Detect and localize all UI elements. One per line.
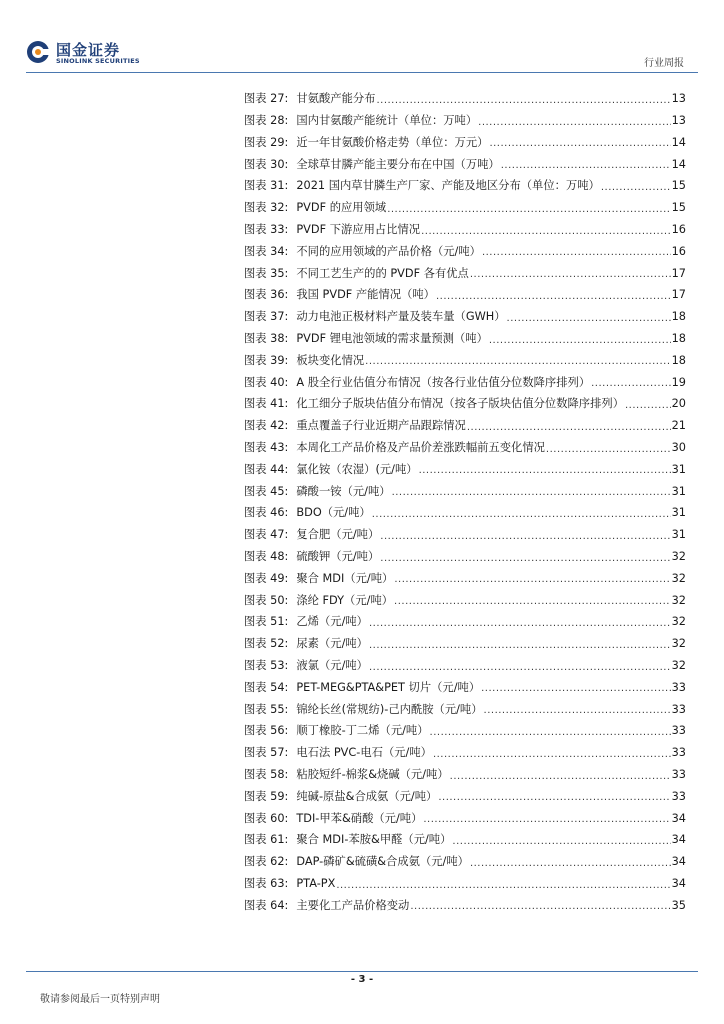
toc-entry-page: 32 bbox=[671, 549, 686, 563]
toc-entry-title: 甘氨酸产能分布 bbox=[296, 92, 376, 106]
toc-entry-title: TDI-甲苯&硝酸（元/吨） bbox=[296, 811, 423, 825]
toc-entry[interactable] bbox=[244, 262, 686, 284]
toc-entry-page: 17 bbox=[671, 266, 686, 280]
toc-entry-page: 33 bbox=[671, 702, 686, 716]
toc-entry-label: 图表 42: bbox=[244, 419, 289, 433]
toc-entry[interactable] bbox=[244, 132, 686, 154]
toc-entry-title: 锦纶长丝(常规纺)-己内酰胺（元/吨） bbox=[296, 702, 483, 716]
toc-entry[interactable] bbox=[244, 415, 686, 437]
toc-entry-label: 图表 43: bbox=[244, 441, 289, 454]
toc-entry-title: 化工细分子版块估值分布情况（按各子版块估值分位数降序排列） bbox=[296, 397, 624, 411]
logo-mark-icon bbox=[26, 40, 50, 64]
toc-entry-label: 图表 52: bbox=[244, 637, 289, 651]
toc-entry-title: 复合肥（元/吨） bbox=[296, 528, 380, 542]
toc-leader-dots bbox=[591, 377, 671, 389]
toc-entry-title: PVDF 的应用领域 bbox=[296, 201, 387, 215]
toc-leader-dots bbox=[433, 748, 671, 760]
toc-entry-label: 图表 38: bbox=[244, 332, 289, 346]
toc-leader-dots bbox=[470, 857, 671, 869]
toc-entry-title: BDO（元/吨） bbox=[296, 506, 371, 520]
toc-entry-label: 图表 44: bbox=[244, 462, 289, 476]
logo-english-name: SINOLINK SECURITIES bbox=[56, 57, 140, 65]
toc-entry-title: 液氯（元/吨） bbox=[296, 658, 368, 672]
toc-entry[interactable] bbox=[244, 459, 686, 481]
toc-entry-page: 30 bbox=[671, 441, 686, 454]
toc-entry-title: 纯碱-原盐&合成氨（元/吨） bbox=[296, 789, 438, 803]
toc-entry-label: 图表 50: bbox=[244, 593, 289, 607]
toc-entry-title: 板块变化情况 bbox=[296, 353, 365, 367]
toc-leader-dots bbox=[470, 268, 671, 280]
toc-leader-dots bbox=[387, 203, 670, 215]
toc-entry-title: PET-MEG&PTA&PET 切片（元/吨） bbox=[296, 680, 481, 694]
toc-entry-page: 34 bbox=[671, 876, 686, 890]
toc-entry-title: 硫酸钾（元/吨） bbox=[296, 549, 380, 563]
toc-leader-dots bbox=[394, 573, 670, 585]
toc-entry-title: PVDF 下游应用占比情况 bbox=[296, 223, 421, 237]
toc-entry-title: 涤纶 FDY（元/吨） bbox=[296, 593, 394, 607]
toc-entry-title: DAP-磷矿&硫磺&合成氨（元/吨） bbox=[296, 855, 469, 869]
toc-entry[interactable] bbox=[244, 153, 686, 175]
figure-index-list bbox=[244, 88, 686, 916]
toc-entry-page: 19 bbox=[671, 375, 686, 389]
page-header bbox=[0, 0, 724, 80]
toc-entry[interactable] bbox=[244, 829, 686, 851]
toc-leader-dots bbox=[546, 443, 671, 455]
toc-leader-dots bbox=[601, 181, 671, 193]
toc-entry[interactable] bbox=[244, 197, 686, 219]
toc-entry-label: 图表 53: bbox=[244, 658, 289, 672]
toc-entry[interactable] bbox=[244, 371, 686, 393]
toc-entry-page: 32 bbox=[671, 658, 686, 672]
toc-entry[interactable] bbox=[244, 110, 686, 132]
toc-leader-dots bbox=[484, 704, 671, 716]
toc-entry-page: 31 bbox=[671, 484, 686, 498]
toc-entry-title: 氯化铵（农湿）(元/吨） bbox=[296, 462, 418, 476]
toc-entry[interactable] bbox=[244, 175, 686, 197]
toc-entry-title: 不同工艺生产的的 PVDF 各有优点 bbox=[296, 266, 469, 280]
toc-entry-page: 13 bbox=[671, 92, 686, 106]
toc-leader-dots bbox=[392, 486, 671, 498]
header-divider bbox=[26, 72, 698, 73]
toc-leader-dots bbox=[430, 726, 671, 738]
toc-entry-label: 图表 33: bbox=[244, 223, 289, 237]
toc-entry[interactable] bbox=[244, 807, 686, 829]
toc-entry[interactable] bbox=[244, 437, 686, 459]
toc-entry-label: 图表 51: bbox=[244, 615, 289, 629]
toc-entry-page: 32 bbox=[671, 593, 686, 607]
toc-entry[interactable] bbox=[244, 764, 686, 786]
toc-entry-title: 主要化工产品价格变动 bbox=[296, 898, 410, 912]
toc-entry-page: 16 bbox=[671, 223, 686, 237]
toc-entry-page: 32 bbox=[671, 615, 686, 629]
toc-entry-title: 顺丁橡胶-丁二烯（元/吨） bbox=[296, 724, 429, 738]
toc-entry-page: 13 bbox=[671, 114, 686, 128]
toc-leader-dots bbox=[369, 617, 671, 629]
toc-leader-dots bbox=[625, 399, 671, 411]
toc-entry[interactable] bbox=[244, 786, 686, 808]
toc-entry[interactable] bbox=[244, 742, 686, 764]
toc-leader-dots bbox=[376, 94, 670, 106]
toc-entry-title: 聚合 MDI（元/吨） bbox=[296, 571, 394, 585]
toc-entry-page: 31 bbox=[671, 528, 686, 542]
toc-entry-label: 图表 55: bbox=[244, 702, 289, 716]
toc-entry-label: 图表 47: bbox=[244, 528, 289, 542]
toc-entry-label: 图表 28: bbox=[244, 114, 289, 128]
toc-entry-title: 本周化工产品价格及产品价差涨跌幅前五变化情况 bbox=[296, 441, 545, 454]
toc-entry[interactable] bbox=[244, 720, 686, 742]
toc-leader-dots bbox=[394, 595, 671, 607]
toc-entry[interactable] bbox=[244, 589, 686, 611]
toc-entry[interactable] bbox=[244, 502, 686, 524]
toc-entry-page: 33 bbox=[671, 789, 686, 803]
toc-leader-dots bbox=[450, 770, 671, 782]
toc-entry-page: 31 bbox=[671, 462, 686, 476]
toc-leader-dots bbox=[372, 508, 671, 520]
toc-entry[interactable] bbox=[244, 633, 686, 655]
toc-leader-dots bbox=[436, 290, 671, 302]
toc-entry-label: 图表 27: bbox=[244, 92, 289, 106]
toc-leader-dots bbox=[452, 835, 670, 847]
toc-entry-title: 不同的应用领域的产品价格（元/吨） bbox=[296, 244, 481, 258]
toc-entry-title: 全球草甘膦产能主要分布在中国（万吨） bbox=[296, 157, 500, 171]
toc-entry-page: 15 bbox=[671, 201, 686, 215]
toc-entry-page: 14 bbox=[671, 135, 686, 149]
toc-entry[interactable] bbox=[244, 568, 686, 590]
toc-entry[interactable] bbox=[244, 306, 686, 328]
toc-leader-dots bbox=[410, 900, 670, 912]
toc-leader-dots bbox=[489, 137, 670, 149]
toc-entry-title: 聚合 MDI-苯胺&甲醛（元/吨） bbox=[296, 833, 452, 847]
toc-entry-page: 14 bbox=[671, 157, 686, 171]
toc-entry-page: 18 bbox=[671, 332, 686, 346]
toc-entry[interactable] bbox=[244, 284, 686, 306]
footer-divider bbox=[26, 971, 698, 972]
toc-leader-dots bbox=[423, 813, 670, 825]
toc-entry-title: PVDF 锂电池领域的需求量预测（吨） bbox=[296, 332, 488, 346]
toc-entry-label: 图表 61: bbox=[244, 833, 289, 847]
toc-entry-page: 33 bbox=[671, 724, 686, 738]
toc-entry-label: 图表 57: bbox=[244, 746, 289, 760]
toc-entry-label: 图表 41: bbox=[244, 397, 289, 411]
toc-entry-label: 图表 29: bbox=[244, 135, 289, 149]
toc-entry-page: 33 bbox=[671, 767, 686, 781]
page-number: - 3 - bbox=[350, 974, 374, 985]
toc-entry-title: 重点覆盖子行业近期产品跟踪情况 bbox=[296, 419, 466, 433]
toc-leader-dots bbox=[489, 334, 671, 346]
toc-entry-title: 国内甘氨酸产能统计（单位：万吨） bbox=[296, 114, 478, 128]
toc-entry-label: 图表 40: bbox=[244, 375, 289, 389]
toc-entry-title: 近一年甘氨酸价格走势（单位：万元） bbox=[296, 135, 489, 149]
toc-entry-title: 磷酸一铵（元/吨） bbox=[296, 484, 391, 498]
toc-entry[interactable] bbox=[244, 873, 686, 895]
toc-entry-title: 动力电池正极材料产量及装车量（GWH） bbox=[296, 310, 506, 324]
toc-entry-label: 图表 35: bbox=[244, 266, 289, 280]
toc-entry-label: 图表 39: bbox=[244, 353, 289, 367]
toc-entry-label: 图表 60: bbox=[244, 811, 289, 825]
toc-entry[interactable] bbox=[244, 88, 686, 110]
toc-leader-dots bbox=[365, 355, 670, 367]
toc-entry-label: 图表 48: bbox=[244, 549, 289, 563]
toc-entry[interactable] bbox=[244, 611, 686, 633]
toc-entry-page: 34 bbox=[671, 833, 686, 847]
toc-entry-label: 图表 54: bbox=[244, 680, 289, 694]
toc-entry[interactable] bbox=[244, 677, 686, 699]
toc-entry-title: A 股全行业估值分布情况（按各行业估值分位数降序排列） bbox=[296, 375, 591, 389]
toc-entry-label: 图表 45: bbox=[244, 484, 289, 498]
toc-entry-page: 20 bbox=[671, 397, 686, 411]
toc-entry-page: 33 bbox=[671, 680, 686, 694]
toc-entry-label: 图表 36: bbox=[244, 288, 289, 302]
toc-entry-label: 图表 37: bbox=[244, 310, 289, 324]
toc-entry-label: 图表 62: bbox=[244, 855, 289, 869]
toc-entry[interactable] bbox=[244, 393, 686, 415]
toc-leader-dots bbox=[369, 661, 671, 673]
toc-entry-page: 34 bbox=[671, 855, 686, 869]
toc-leader-dots bbox=[507, 312, 671, 324]
toc-entry-page: 16 bbox=[671, 244, 686, 258]
toc-entry-label: 图表 64: bbox=[244, 898, 289, 912]
toc-entry-page: 33 bbox=[671, 746, 686, 760]
toc-entry-label: 图表 59: bbox=[244, 789, 289, 803]
toc-entry[interactable] bbox=[244, 480, 686, 502]
toc-entry-title: PTA-PX bbox=[296, 876, 336, 890]
toc-entry-title: 粘胶短纤-棉浆&烧碱（元/吨） bbox=[296, 767, 449, 781]
toc-entry-label: 图表 31: bbox=[244, 179, 289, 193]
toc-entry-page: 17 bbox=[671, 288, 686, 302]
toc-entry-label: 图表 30: bbox=[244, 157, 289, 171]
toc-leader-dots bbox=[481, 682, 671, 694]
toc-leader-dots bbox=[421, 225, 671, 237]
company-logo bbox=[26, 38, 146, 70]
toc-leader-dots bbox=[478, 116, 670, 128]
toc-entry[interactable] bbox=[244, 219, 686, 241]
toc-entry-label: 图表 34: bbox=[244, 244, 289, 258]
toc-entry-page: 31 bbox=[671, 506, 686, 520]
toc-leader-dots bbox=[467, 421, 671, 433]
toc-entry-label: 图表 58: bbox=[244, 767, 289, 781]
toc-entry-page: 35 bbox=[671, 898, 686, 912]
toc-entry-page: 15 bbox=[671, 179, 686, 193]
toc-entry[interactable] bbox=[244, 655, 686, 677]
toc-entry[interactable] bbox=[244, 328, 686, 350]
toc-entry[interactable] bbox=[244, 241, 686, 263]
toc-entry-title: 尿素（元/吨） bbox=[296, 637, 368, 651]
toc-entry-page: 32 bbox=[671, 637, 686, 651]
toc-entry[interactable] bbox=[244, 524, 686, 546]
toc-entry[interactable] bbox=[244, 350, 686, 372]
toc-leader-dots bbox=[482, 246, 671, 258]
toc-leader-dots bbox=[380, 552, 670, 564]
toc-entry-page: 34 bbox=[671, 811, 686, 825]
toc-entry-page: 32 bbox=[671, 571, 686, 585]
toc-entry-title: 电石法 PVC-电石（元/吨） bbox=[296, 746, 432, 760]
toc-entry-label: 图表 46: bbox=[244, 506, 289, 520]
footer-disclaimer: 敬请参阅最后一页特别声明 bbox=[40, 994, 160, 1005]
toc-entry-page: 21 bbox=[671, 419, 686, 433]
toc-entry-label: 图表 63: bbox=[244, 876, 289, 890]
toc-entry-page: 18 bbox=[671, 310, 686, 324]
toc-leader-dots bbox=[380, 530, 670, 542]
toc-entry-title: 乙烯（元/吨） bbox=[296, 615, 368, 629]
toc-entry-label: 图表 56: bbox=[244, 724, 289, 738]
toc-entry-title: 2021 国内草甘膦生产厂家、产能及地区分布（单位：万吨） bbox=[296, 179, 600, 193]
toc-entry-label: 图表 32: bbox=[244, 201, 289, 215]
toc-leader-dots bbox=[438, 791, 670, 803]
toc-entry[interactable] bbox=[244, 546, 686, 568]
toc-leader-dots bbox=[501, 159, 671, 171]
toc-leader-dots bbox=[419, 464, 671, 476]
toc-entry-page: 18 bbox=[671, 353, 686, 367]
toc-entry-title: 我国 PVDF 产能情况（吨） bbox=[296, 288, 435, 302]
logo-chinese-name: 国金证券 bbox=[56, 41, 121, 59]
report-type-label: 行业周报 bbox=[644, 58, 684, 69]
toc-entry[interactable] bbox=[244, 698, 686, 720]
toc-entry-label: 图表 49: bbox=[244, 571, 289, 585]
toc-entry[interactable] bbox=[244, 894, 686, 916]
toc-leader-dots bbox=[336, 879, 670, 891]
toc-leader-dots bbox=[369, 639, 671, 651]
toc-entry[interactable] bbox=[244, 851, 686, 873]
